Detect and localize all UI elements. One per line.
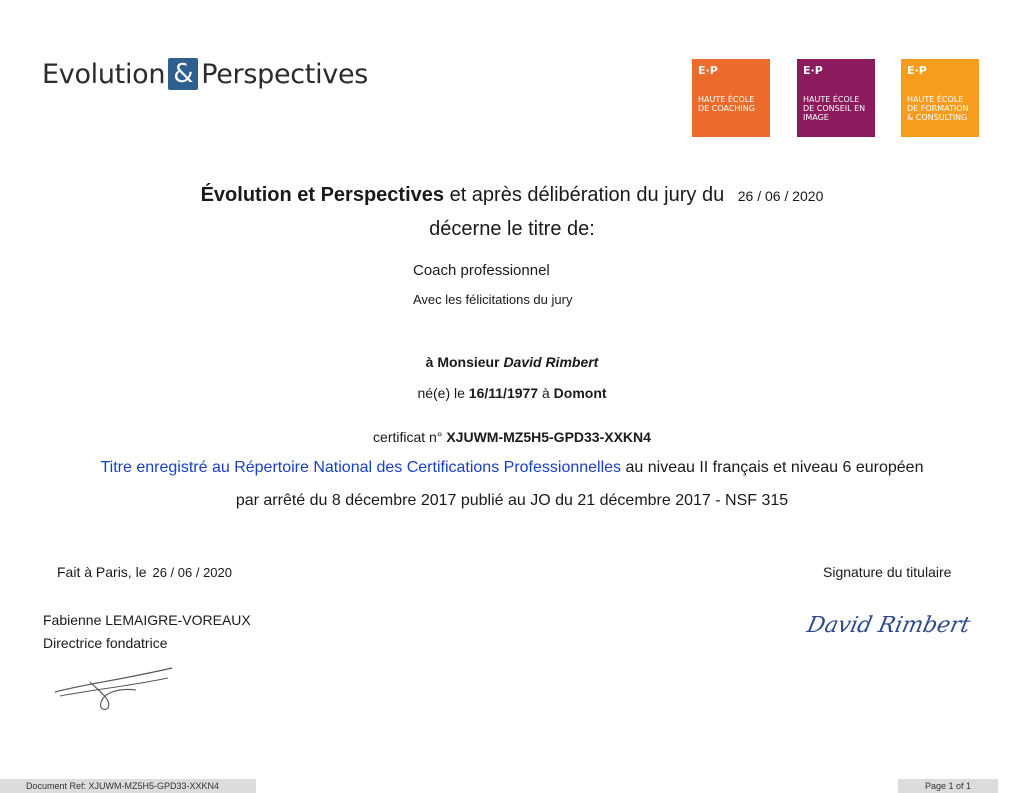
birth-prefix: né(e) le	[417, 385, 469, 401]
rncp-line	[0, 459, 1024, 477]
recipient-name: David Rimbert	[503, 354, 599, 370]
heading-text: et après délibération du jury du	[444, 184, 730, 206]
badge-mark: E·P	[907, 64, 927, 77]
jury-date: 26 / 06 / 2020	[737, 188, 824, 204]
place-date-line	[57, 564, 232, 580]
logo-text-evolution: Evolution	[42, 58, 166, 90]
badge-text: HAUTE ÉCOLE DE COACHING	[698, 95, 755, 113]
certificate-number-line	[0, 429, 1024, 445]
badge-formation	[901, 59, 979, 137]
rncp-level: au niveau II français et niveau 6 européen	[621, 459, 924, 476]
birth-mid: à	[538, 385, 554, 401]
badge-text: HAUTE ÉCOLE DE CONSEIL EN IMAGE	[803, 95, 866, 122]
organization-name: Évolution et Perspectives	[200, 184, 445, 206]
made-date: 26 / 06 / 2020	[152, 565, 232, 580]
badge-coaching	[692, 59, 770, 137]
page-number: Page 1 of 1	[898, 779, 998, 793]
signer-name: Fabienne LEMAIGRE-VOREAUX	[43, 612, 251, 628]
badge-conseil-image	[797, 59, 875, 137]
certificate-number: XJUWM-MZ5H5-GPD33-XXKN4	[446, 429, 651, 445]
birth-date: 16/11/1977	[468, 385, 539, 401]
award-statement: décerne le titre de:	[429, 218, 595, 240]
badge-mark: E·P	[698, 64, 718, 77]
rncp-link[interactable]: Titre enregistré au Répertoire National des Certifications Professionnelles	[100, 459, 622, 476]
birth-place: Domont	[553, 385, 607, 401]
made-prefix: Fait à Paris, le	[57, 564, 147, 580]
holder-signature-label: Signature du titulaire	[823, 564, 952, 580]
signer-block	[43, 609, 251, 655]
holder-signature	[804, 604, 973, 644]
signer-role: Directrice fondatrice	[43, 635, 168, 651]
decree-line: par arrêté du 8 décembre 2017 publié au JO du 21 décembre 2017 - NSF 315	[235, 492, 789, 509]
heading-line	[0, 184, 1024, 207]
holder-signature-text: David Rimbert	[804, 612, 973, 638]
recipient-prefix: à Monsieur	[425, 354, 504, 370]
certificate-number-prefix: certificat n°	[373, 429, 447, 445]
director-signature	[50, 664, 180, 714]
jury-mention: Avec les félicitations du jury	[413, 292, 573, 307]
badge-mark: E·P	[803, 64, 823, 77]
document-reference: Document Ref: XJUWM-MZ5H5-GPD33-XXKN4	[0, 779, 256, 793]
company-logo	[42, 58, 368, 90]
birth-line	[0, 385, 1024, 401]
badge-text: HAUTE ÉCOLE DE FORMATION & CONSULTING	[907, 95, 969, 122]
logo-ampersand: &	[168, 58, 198, 90]
certificate-title: Coach professionnel	[413, 262, 550, 279]
recipient-line	[0, 354, 1024, 370]
logo-text-perspectives: Perspectives	[201, 58, 369, 90]
